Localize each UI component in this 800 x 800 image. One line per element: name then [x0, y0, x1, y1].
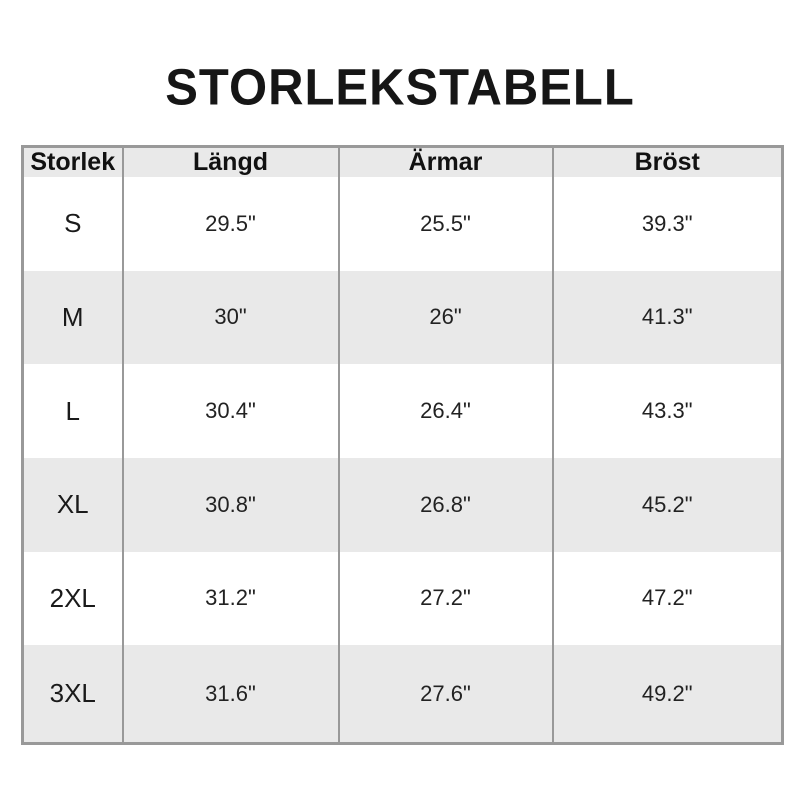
size-cell: 3XL [23, 645, 123, 743]
brost-cell: 45.2" [553, 458, 783, 552]
langd-cell: 30.8" [123, 458, 339, 552]
armar-cell: 26" [339, 271, 553, 365]
brost-cell: 43.3" [553, 364, 783, 458]
page-title: STORLEKSTABELL [165, 59, 635, 117]
brost-cell: 39.3" [553, 177, 783, 271]
table-row-s [23, 177, 783, 271]
column-header-armar: Ärmar [339, 147, 553, 178]
langd-cell: 30.4" [123, 364, 339, 458]
langd-cell: 31.2" [123, 552, 339, 646]
armar-cell: 26.4" [339, 364, 553, 458]
langd-cell: 31.6" [123, 645, 339, 743]
size-cell: L [23, 364, 123, 458]
size-cell: S [23, 177, 123, 271]
column-header-langd: Längd [123, 147, 339, 178]
table-row-m [23, 271, 783, 365]
size-cell: XL [23, 458, 123, 552]
size-cell: 2XL [23, 552, 123, 646]
table-row-3xl [23, 645, 783, 743]
size-cell: M [23, 271, 123, 365]
armar-cell: 25.5" [339, 177, 553, 271]
langd-cell: 30" [123, 271, 339, 365]
langd-cell: 29.5" [123, 177, 339, 271]
armar-cell: 26.8" [339, 458, 553, 552]
column-header-storlek: Storlek [23, 147, 123, 178]
brost-cell: 49.2" [553, 645, 783, 743]
table-row-xl [23, 458, 783, 552]
table-row-l [23, 364, 783, 458]
header-row [23, 147, 783, 178]
table-row-2xl [23, 552, 783, 646]
brost-cell: 41.3" [553, 271, 783, 365]
armar-cell: 27.6" [339, 645, 553, 743]
size-table [21, 145, 784, 745]
brost-cell: 47.2" [553, 552, 783, 646]
armar-cell: 27.2" [339, 552, 553, 646]
column-header-brost: Bröst [553, 147, 783, 178]
